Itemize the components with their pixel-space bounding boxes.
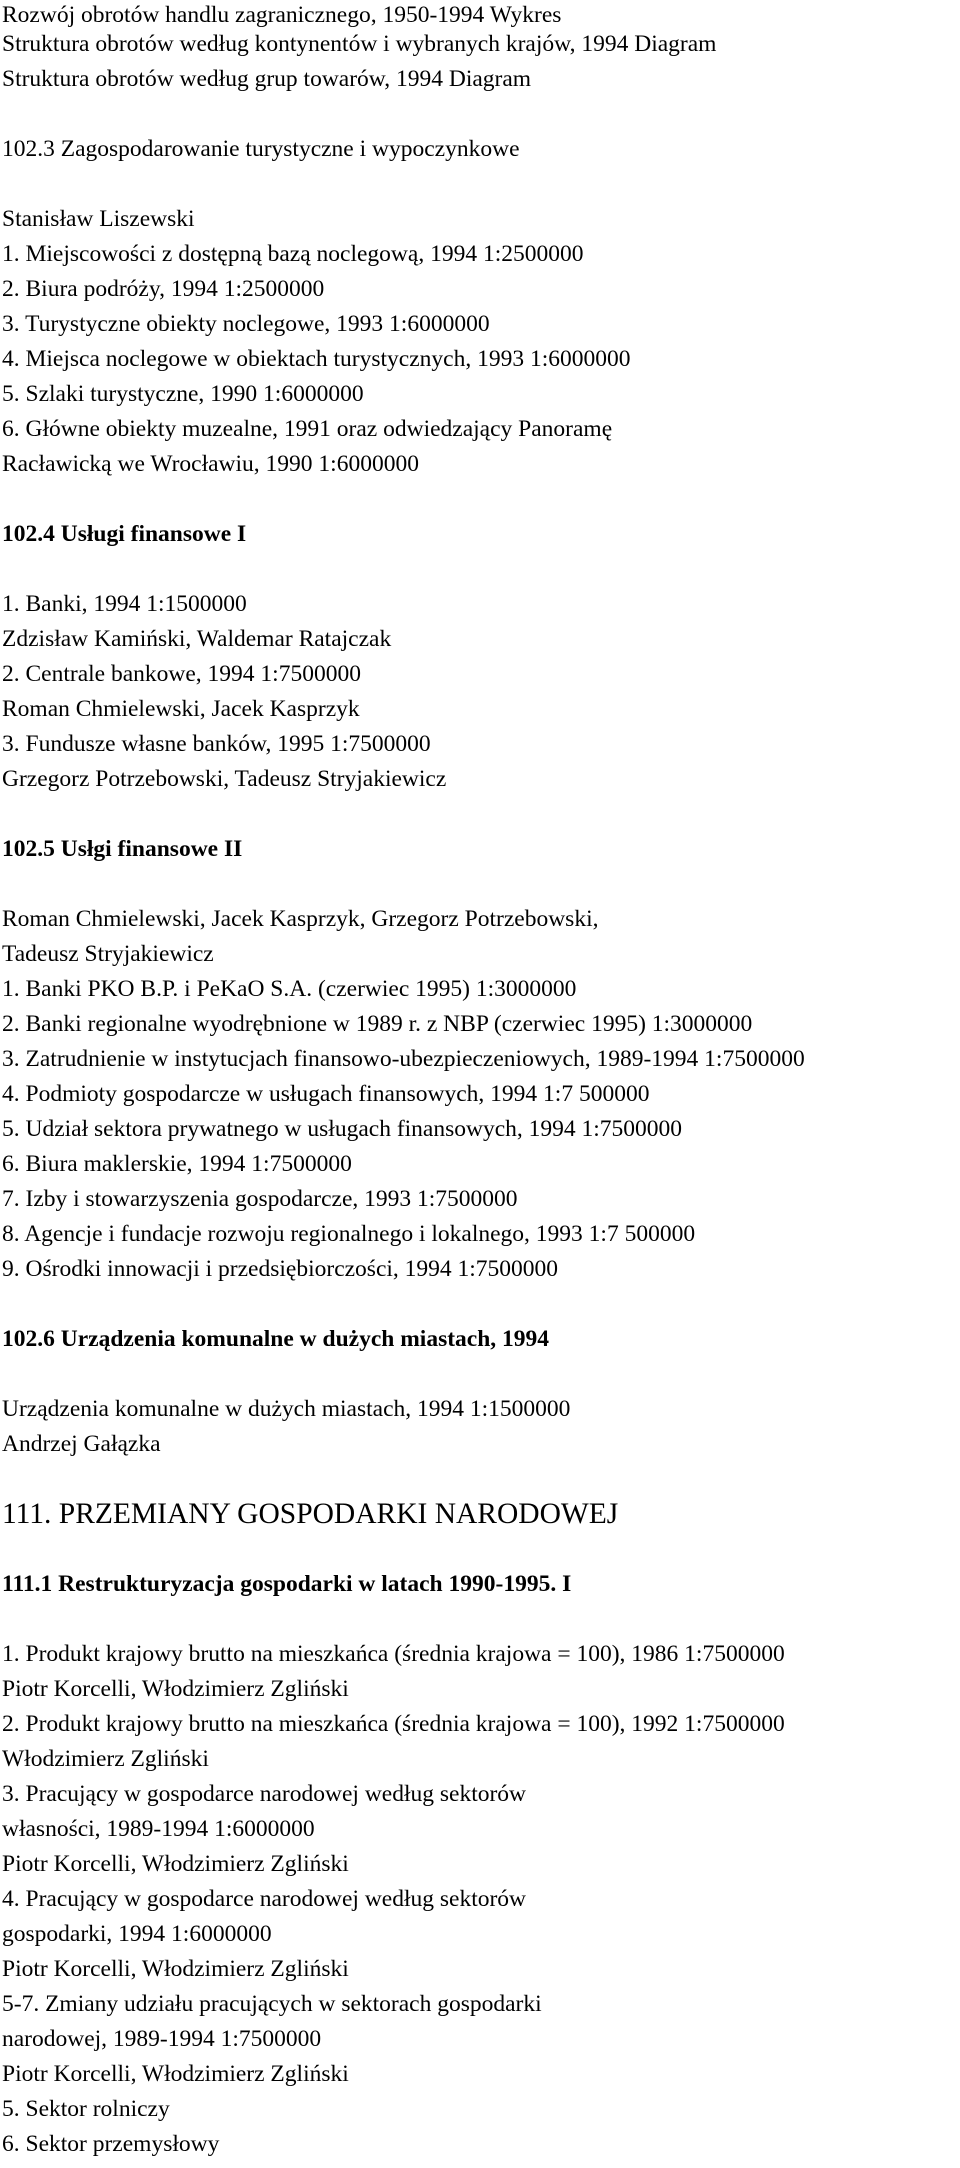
author-line: Roman Chmielewski, Jacek Kasprzyk, Grzegorz Potrzebowski, <box>2 906 599 932</box>
list-item: 2. Centrale bankowe, 1994 1:7500000 <box>2 661 361 687</box>
author-line: Piotr Korcelli, Włodzimierz Zgliński <box>2 1851 349 1877</box>
section-heading: 102.4 Usługi finansowe I <box>2 521 247 547</box>
list-item: 5. Szlaki turystyczne, 1990 1:6000000 <box>2 381 364 407</box>
list-item: 3. Turystyczne obiekty noclegowe, 1993 1:6000000 <box>2 311 490 337</box>
list-item: 3. Pracujący w gospodarce narodowej według sektorów <box>2 1781 527 1807</box>
list-item: 1. Produkt krajowy brutto na mieszkańca (średnia krajowa = 100), 1986 1:7500000 <box>2 1641 785 1667</box>
text-line: Struktura obrotów według kontynentów i wybranych krajów, 1994 Diagram <box>2 31 717 57</box>
list-item: 3. Fundusze własne banków, 1995 1:7500000 <box>2 731 431 757</box>
list-item: 5. Udział sektora prywatnego w usługach finansowych, 1994 1:7500000 <box>2 1116 683 1142</box>
list-item: 6. Biura maklerskie, 1994 1:7500000 <box>2 1151 352 1177</box>
list-item: 1. Banki, 1994 1:1500000 <box>2 591 247 617</box>
list-item-continuation: narodowej, 1989-1994 1:7500000 <box>2 2026 322 2052</box>
author-line: Włodzimierz Zgliński <box>2 1746 209 1772</box>
list-item: 4. Podmioty gospodarcze w usługach finansowych, 1994 1:7 500000 <box>2 1081 650 1107</box>
section-heading: 102.5 Usłgi finansowe II <box>2 836 243 862</box>
author-line: Zdzisław Kamiński, Waldemar Ratajczak <box>2 626 392 652</box>
section-heading: 102.3 Zagospodarowanie turystyczne i wypoczynkowe <box>2 136 520 162</box>
text-line: Rozwój obrotów handlu zagranicznego, 1950-1994 Wykres <box>2 2 562 28</box>
list-item: 3. Zatrudnienie w instytucjach finansowo-ubezpieczeniowych, 1989-1994 1:7500000 <box>2 1046 805 1072</box>
list-item: 7. Izby i stowarzyszenia gospodarcze, 1993 1:7500000 <box>2 1186 518 1212</box>
section-heading: 111.1 Restrukturyzacja gospodarki w latach 1990-1995. I <box>2 1571 572 1597</box>
list-item: 9. Ośrodki innowacji i przedsiębiorczości, 1994 1:7500000 <box>2 1256 559 1282</box>
author-line: Piotr Korcelli, Włodzimierz Zgliński <box>2 1676 349 1702</box>
author-line: Piotr Korcelli, Włodzimierz Zgliński <box>2 2061 349 2087</box>
list-item: 5. Sektor rolniczy <box>2 2096 170 2122</box>
author-line: Tadeusz Stryjakiewicz <box>2 941 214 967</box>
list-item: 4. Miejsca noclegowe w obiektach turystycznych, 1993 1:6000000 <box>2 346 631 372</box>
list-item: Urządzenia komunalne w dużych miastach, 1994 1:1500000 <box>2 1396 571 1422</box>
author-line: Stanisław Liszewski <box>2 206 195 232</box>
list-item: 4. Pracujący w gospodarce narodowej według sektorów <box>2 1886 527 1912</box>
list-item: 8. Agencje i fundacje rozwoju regionalnego i lokalnego, 1993 1:7 500000 <box>2 1221 696 1247</box>
list-item: 1. Miejscowości z dostępną bazą noclegową, 1994 1:2500000 <box>2 241 584 267</box>
list-item-continuation: Racławicką we Wrocławiu, 1990 1:6000000 <box>2 451 419 477</box>
list-item: 1. Banki PKO B.P. i PeKaO S.A. (czerwiec 1995) 1:3000000 <box>2 976 577 1002</box>
author-line: Piotr Korcelli, Włodzimierz Zgliński <box>2 1956 349 1982</box>
list-item: 6. Główne obiekty muzealne, 1991 oraz odwiedzający Panoramę <box>2 416 613 442</box>
list-item: 2. Produkt krajowy brutto na mieszkańca (średnia krajowa = 100), 1992 1:7500000 <box>2 1711 785 1737</box>
section-heading: 102.6 Urządzenia komunalne w dużych miastach, 1994 <box>2 1326 550 1352</box>
author-line: Roman Chmielewski, Jacek Kasprzyk <box>2 696 360 722</box>
list-item-continuation: własności, 1989-1994 1:6000000 <box>2 1816 315 1842</box>
text-line: Struktura obrotów według grup towarów, 1994 Diagram <box>2 66 532 92</box>
list-item: 6. Sektor przemysłowy <box>2 2131 220 2157</box>
list-item: 2. Banki regionalne wyodrębnione w 1989 r. z NBP (czerwiec 1995) 1:3000000 <box>2 1011 753 1037</box>
chapter-heading: 111. PRZEMIANY GOSPODARKI NARODOWEJ <box>2 1498 619 1530</box>
author-line: Andrzej Gałązka <box>2 1431 161 1457</box>
list-item: 2. Biura podróży, 1994 1:2500000 <box>2 276 325 302</box>
list-item-continuation: gospodarki, 1994 1:6000000 <box>2 1921 272 1947</box>
list-item: 5-7. Zmiany udziału pracujących w sektorach gospodarki <box>2 1991 542 2017</box>
author-line: Grzegorz Potrzebowski, Tadeusz Stryjakiewicz <box>2 766 447 792</box>
